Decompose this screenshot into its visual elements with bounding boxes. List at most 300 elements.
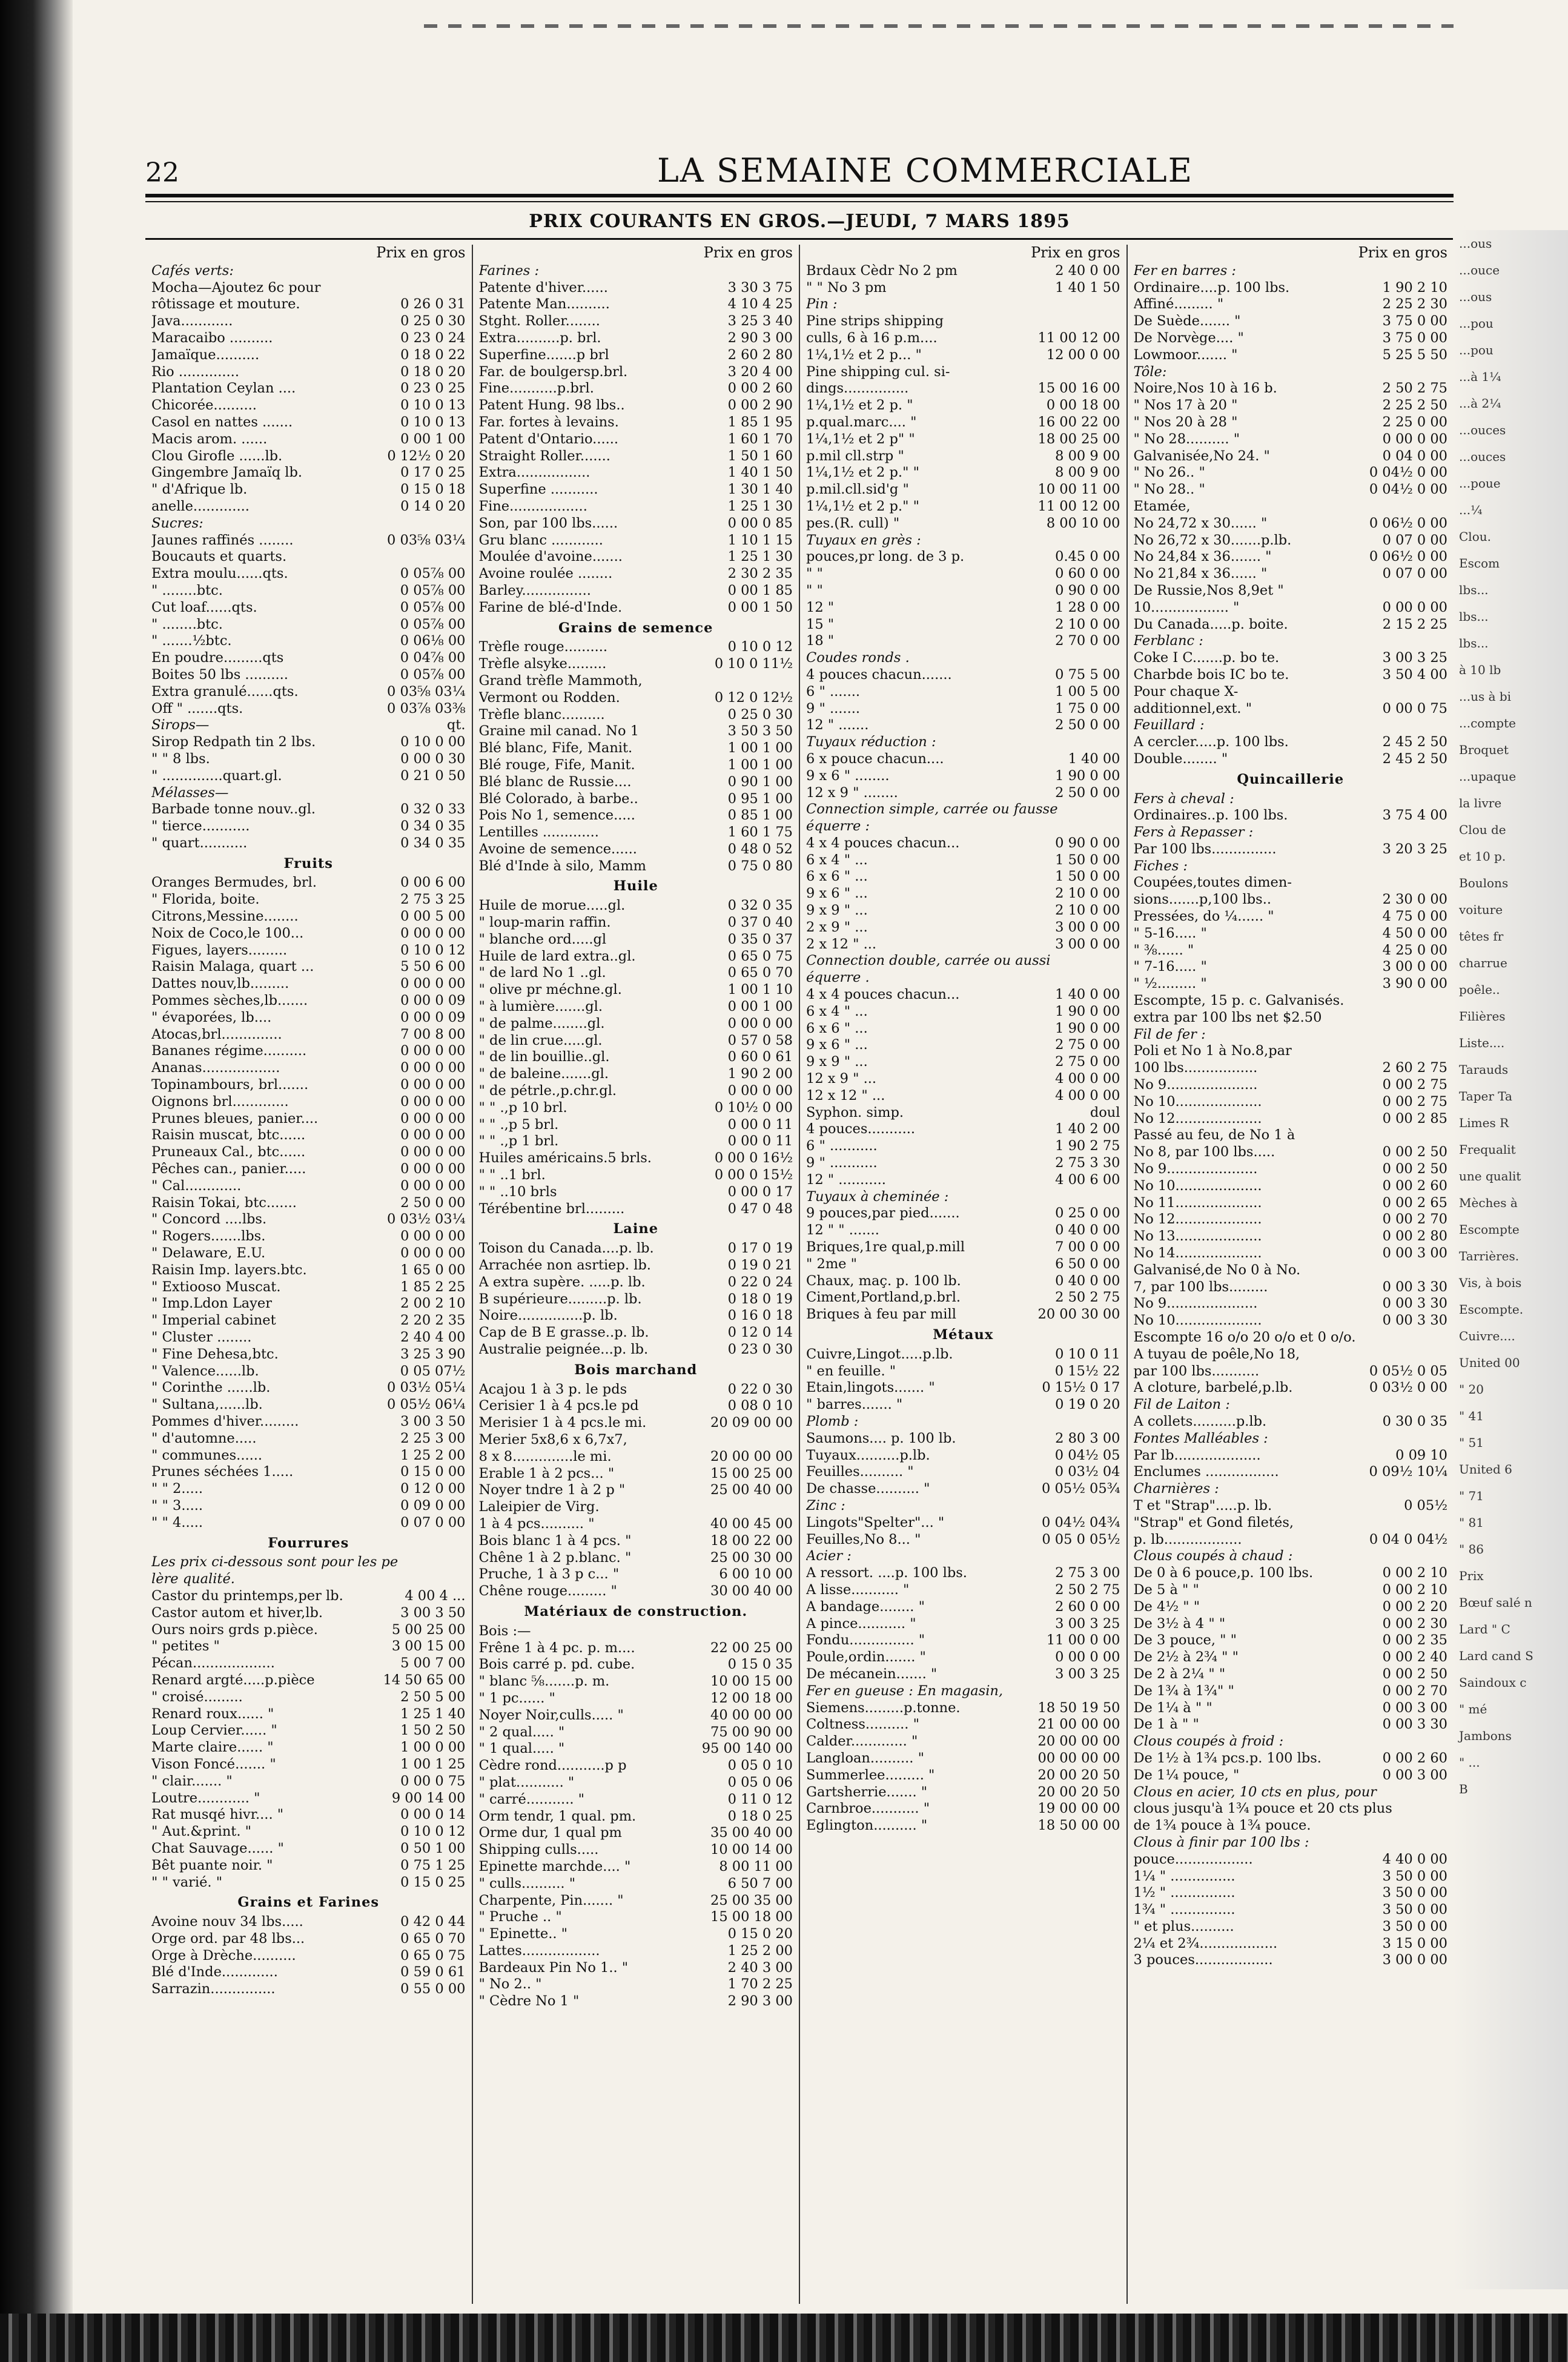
item-price: 0 00 0 00 — [400, 1144, 466, 1160]
price-row — [479, 465, 793, 481]
item-name: Passé au feu, de No 1 à — [1133, 1127, 1295, 1143]
item-name: Fers à Repasser : — [1133, 824, 1254, 841]
item-name: A collets..........p.lb. — [1133, 1413, 1267, 1429]
item-price: 1 40 1 50 — [1055, 279, 1120, 296]
price-row — [1134, 1818, 1448, 1834]
item-price: 0 03½ 05¼ — [387, 1380, 466, 1396]
item-price: 35 00 40 00 — [710, 1825, 793, 1841]
price-row — [151, 734, 466, 751]
price-row — [1134, 1801, 1448, 1818]
item-name: 1¼,1½ et 2 p. " — [806, 397, 913, 414]
margin-fragment: Lard cand S — [1459, 1649, 1533, 1663]
price-row — [151, 583, 466, 600]
item-price: 3 00 3 25 — [1055, 1615, 1120, 1632]
price-row — [151, 1380, 466, 1397]
item-price: 0 15 0 35 — [727, 1656, 793, 1673]
item-name: A lisse........... " — [806, 1581, 910, 1598]
price-row — [151, 768, 466, 785]
item-name: " Epinette.. " — [478, 1926, 568, 1942]
item-name: Boites 50 lbs .......... — [151, 666, 288, 683]
subheading — [479, 263, 793, 280]
item-name: Fer en barres : — [1133, 262, 1236, 279]
margin-fragment: Boulons — [1459, 876, 1509, 890]
price-row — [1134, 908, 1448, 925]
item-price: 10 00 15 00 — [710, 1673, 793, 1690]
item-name: Summerlee......... " — [806, 1767, 935, 1783]
item-price: 2 15 2 25 — [1382, 616, 1447, 632]
margin-fragment: United 6 — [1459, 1462, 1512, 1477]
subheading — [151, 263, 466, 280]
item-name: Pruneaux Cal., btc...... — [151, 1144, 306, 1160]
item-name: Brdaux Cèdr No 2 pm — [806, 262, 958, 279]
item-name: Loup Cervier...... " — [151, 1722, 277, 1739]
item-name: Blé rouge, Fife, Manit. — [478, 756, 635, 773]
item-name: " " 3..... — [151, 1497, 203, 1513]
item-price: 3 75 0 00 — [1382, 329, 1447, 346]
item-name: Ours noirs grds p.pièce. — [151, 1621, 318, 1638]
margin-fragment: Taper Ta — [1459, 1089, 1512, 1103]
price-row — [151, 1279, 466, 1296]
item-price: 4 00 0 00 — [1055, 1087, 1120, 1103]
item-name: Coke I C.......p. bo te. — [1133, 650, 1280, 666]
subheading — [1134, 717, 1448, 734]
item-price: 2 50 0 00 — [1055, 784, 1120, 801]
item-price: 0 40 0 00 — [1055, 1272, 1120, 1289]
item-name: Jaunes raffinés ........ — [151, 532, 294, 548]
item-price: 0 10 0 11 — [1055, 1346, 1120, 1362]
item-name: Oranges Bermudes, brl. — [151, 875, 317, 891]
item-name: Cuivre,Lingot.....p.lb. — [806, 1346, 953, 1362]
item-price: 4 00 6 00 — [1055, 1171, 1120, 1188]
item-price: 0 00 3 30 — [1382, 1295, 1447, 1312]
item-price: 0 32 0 33 — [400, 801, 466, 818]
price-row — [1134, 481, 1448, 498]
price-row — [151, 650, 466, 667]
price-row — [151, 397, 466, 414]
item-name: Far. de boulgersp.brl. — [478, 363, 628, 380]
item-name: " communes...... — [151, 1447, 263, 1463]
item-name: No 10.................... — [1133, 1093, 1262, 1110]
margin-fragment: United 00 — [1459, 1355, 1520, 1370]
subheading — [1134, 364, 1448, 381]
item-price: 0 05 07½ — [400, 1363, 466, 1379]
item-name: Noix de Coco,le 100... — [151, 925, 304, 941]
subheading — [806, 953, 1120, 970]
item-price: 25 00 40 00 — [710, 1482, 793, 1498]
price-row — [479, 1033, 793, 1050]
item-price: 20 00 30 00 — [1037, 1306, 1120, 1323]
item-name: 12 " ........... — [806, 1171, 886, 1188]
price-row — [479, 999, 793, 1016]
price-row — [479, 639, 793, 656]
price-row — [1134, 1532, 1448, 1549]
price-row — [1134, 347, 1448, 364]
item-price: 1 00 1 10 — [727, 982, 793, 998]
price-row — [1134, 431, 1448, 448]
item-price: 6 50 0 00 — [1055, 1255, 1120, 1272]
item-name: p.mil cll.strp " — [806, 448, 904, 464]
item-name: Lowmoor....... " — [1133, 346, 1238, 363]
item-price: 40 00 00 00 — [710, 1707, 793, 1723]
item-price: 3 50 3 50 — [727, 723, 793, 739]
item-name: Huile de morue.....gl. — [478, 898, 626, 914]
item-name: Laleipier de Virg. — [478, 1499, 600, 1515]
item-name: Patente Man.......... — [478, 296, 610, 313]
item-name: Far. fortes à levains. — [478, 414, 619, 430]
price-row — [806, 1289, 1120, 1306]
price-row — [1134, 1868, 1448, 1885]
item-name: " Extiooso Muscat. — [151, 1279, 281, 1295]
price-row — [151, 481, 466, 498]
item-price: 4 00 4 ... — [405, 1587, 466, 1604]
item-price: 0 00 0 16½ — [714, 1150, 793, 1166]
item-price: 0 05 0 05½ — [1042, 1531, 1120, 1547]
item-name: Enclumes ................. — [1133, 1464, 1279, 1480]
item-name: Bêt puante noir. " — [151, 1857, 273, 1873]
price-row — [1134, 330, 1448, 347]
subheading — [1134, 1548, 1448, 1565]
price-row — [806, 919, 1120, 936]
item-price: 0 00 1 85 — [727, 582, 793, 598]
item-name: Blé d'Inde à silo, Mamm — [478, 858, 647, 874]
price-row — [806, 1037, 1120, 1054]
item-name: Langloan.......... " — [806, 1750, 924, 1766]
subheading — [1134, 1834, 1448, 1851]
item-price: 0 00 2 20 — [1382, 1598, 1447, 1615]
price-row — [1134, 617, 1448, 634]
item-price: 0 00 2 75 — [1382, 1093, 1447, 1110]
margin-fragment: la livre — [1459, 796, 1502, 810]
item-price: 1 25 1 30 — [727, 498, 793, 514]
item-price: 0 00 3 30 — [1382, 1716, 1447, 1733]
item-price: 11 00 12 00 — [1037, 329, 1120, 346]
price-row — [479, 380, 793, 397]
item-name: " ⅜...... " — [1133, 942, 1194, 958]
price-row — [151, 448, 466, 465]
item-name: Fer en gueuse : En magasin, — [806, 1682, 1004, 1699]
price-row — [806, 1649, 1120, 1666]
item-name: Castor du printemps,per lb. — [151, 1587, 343, 1604]
price-row — [479, 1100, 793, 1117]
journal-title: LA SEMAINE COMMERCIALE — [657, 151, 1193, 190]
item-price: 1 30 1 40 — [727, 481, 793, 498]
price-row — [806, 617, 1120, 634]
price-row — [806, 397, 1120, 414]
margin-fragment: lbs... — [1459, 636, 1489, 650]
price-row — [806, 1464, 1120, 1481]
item-price: 1 60 1 70 — [727, 431, 793, 447]
item-name: 9 x 9 " ... — [806, 1054, 868, 1070]
item-price: 0 00 0 14 — [400, 1807, 466, 1823]
item-price: 0 03⅝ 03¼ — [387, 532, 466, 548]
item-price: 3 00 3 50 — [400, 1604, 466, 1621]
item-price: 0 15 0 25 — [400, 1874, 466, 1890]
item-price: 0 00 6 00 — [400, 875, 466, 891]
item-price: 1 70 2 25 — [727, 1976, 793, 1993]
price-row — [479, 1049, 793, 1066]
item-price: 0 00 0 00 — [400, 1110, 466, 1126]
item-name: " ..............quart.gl. — [151, 767, 282, 784]
price-row — [479, 1775, 793, 1791]
item-name: Australie peignée...p. lb. — [478, 1341, 649, 1357]
item-price: 0 10 0 00 — [400, 734, 466, 750]
item-name: Noire,Nos 10 à 16 b. — [1133, 380, 1277, 397]
margin-fragment: ...à 2¼ — [1459, 396, 1501, 411]
item-name: Poli et No 1 à No.8,par — [1133, 1043, 1292, 1059]
price-row — [1134, 1767, 1448, 1784]
item-name: Affiné......... " — [1133, 296, 1224, 313]
item-price: 2 40 0 00 — [1055, 262, 1120, 279]
item-price: 0 00 18 00 — [1046, 397, 1120, 414]
item-price: 0 00 2 75 — [1382, 1077, 1447, 1093]
price-row — [806, 347, 1120, 364]
item-name: " 1 qual..... " — [478, 1741, 565, 1757]
price-row — [1134, 1262, 1448, 1279]
item-name: Merier 5x8,6 x 6,7x7, — [478, 1431, 627, 1447]
price-row — [151, 1262, 466, 1279]
item-name: Pommes sèches,lb....... — [151, 993, 308, 1009]
item-name: Pine strips shipping — [806, 313, 944, 329]
item-price: 0 26 0 31 — [400, 296, 466, 313]
item-price: 0 00 0 00 — [400, 1077, 466, 1093]
item-price: 3 50 0 00 — [1382, 1868, 1447, 1884]
item-price: 0 23 0 24 — [400, 329, 466, 346]
margin-fragment: Mèches à — [1459, 1196, 1518, 1210]
price-row — [479, 515, 793, 532]
price-row — [151, 818, 466, 835]
price-row — [151, 1807, 466, 1824]
margin-fragment: têtes fr — [1459, 929, 1504, 944]
price-row — [151, 1414, 466, 1431]
item-price: 2 10 0 00 — [1055, 902, 1120, 919]
price-row — [806, 987, 1120, 1004]
item-price: 0 09½ 10¼ — [1369, 1464, 1447, 1480]
price-row — [479, 1533, 793, 1550]
item-price: 0 08 0 10 — [727, 1398, 793, 1414]
item-name: Trèfle alsyke......... — [478, 656, 607, 672]
price-row — [1134, 600, 1448, 617]
item-price: 0 07 0 00 — [1382, 532, 1447, 548]
item-price: 0 12½ 0 20 — [387, 448, 466, 464]
item-name: 15 " — [806, 616, 835, 632]
price-row — [806, 1599, 1120, 1616]
subheading — [806, 1189, 1120, 1206]
item-name: " évaporées, lb.... — [151, 1009, 272, 1025]
item-price: 0 19 0 20 — [1055, 1397, 1120, 1413]
item-name: 12 " " ....... — [806, 1222, 879, 1239]
item-name: Avoine de semence...... — [478, 841, 637, 857]
item-name: No 9..................... — [1133, 1161, 1258, 1177]
item-name: Blé Colorado, à barbe.. — [478, 790, 638, 807]
item-name: " No 28.......... " — [1133, 431, 1240, 447]
margin-fragment: à 10 lb — [1459, 663, 1501, 677]
margin-fragment: " 41 — [1459, 1409, 1484, 1423]
price-row — [1134, 650, 1448, 667]
item-name: Stght. Roller........ — [478, 313, 600, 329]
item-price: 0 12 0 14 — [727, 1325, 793, 1341]
price-row — [479, 1566, 793, 1583]
item-name: 1¼ " ............... — [1133, 1868, 1236, 1884]
price-row — [479, 757, 793, 774]
item-price: 9 00 14 00 — [391, 1790, 466, 1806]
price-row — [151, 380, 466, 397]
item-name: Mélasses— — [151, 784, 229, 801]
item-name: " Imperial cabinet — [151, 1312, 276, 1329]
price-row — [479, 313, 793, 330]
item-price: 5 50 6 00 — [400, 959, 466, 975]
item-name: De 1¼ pouce, " — [1133, 1767, 1240, 1783]
item-name: sions.......p,100 lbs.. — [1133, 892, 1271, 908]
price-row — [479, 1381, 793, 1398]
item-name: Patent Hung. 98 lbs.. — [478, 397, 625, 414]
price-row — [1134, 807, 1448, 824]
item-name: Raisin Tokai, btc....... — [151, 1194, 297, 1211]
price-row — [479, 1308, 793, 1325]
section-heading — [151, 1891, 466, 1914]
price-row — [806, 1582, 1120, 1599]
item-price: 0 05½ 06¼ — [387, 1397, 466, 1413]
item-price: 0 05 0 06 — [727, 1774, 793, 1790]
item-price: 4 25 0 00 — [1382, 942, 1447, 958]
item-name: A cloture, barbelé,p.lb. — [1133, 1380, 1293, 1396]
item-price: 00 00 00 00 — [1037, 1750, 1120, 1766]
item-price: 0 00 2 70 — [1382, 1682, 1447, 1699]
item-price: 2 00 2 10 — [400, 1295, 466, 1312]
price-row — [1134, 414, 1448, 431]
item-name: Noyer Noir,culls..... " — [478, 1707, 624, 1723]
item-price: 0 00 0 00 — [727, 1083, 793, 1099]
item-name: Oignons brl............. — [151, 1093, 289, 1110]
price-row — [1134, 841, 1448, 858]
price-row — [479, 1257, 793, 1274]
price-row — [479, 824, 793, 841]
item-price: 0 00 0 00 — [400, 1177, 466, 1194]
price-row — [151, 1144, 466, 1161]
price-row — [806, 1121, 1120, 1138]
margin-fragment: ...ouces — [1459, 423, 1506, 437]
item-price: 0 10 0 11½ — [714, 656, 793, 672]
price-row — [806, 1700, 1120, 1717]
item-name: " .......½btc. — [151, 633, 232, 649]
margin-fragment: Tarrières. — [1459, 1249, 1520, 1263]
price-row — [1134, 734, 1448, 751]
item-name: Topinambours, brl....... — [151, 1077, 309, 1093]
item-name: 2¼ et 2¾.................. — [1133, 1935, 1278, 1951]
margin-fragment: Escompte — [1459, 1222, 1520, 1237]
price-row — [806, 1481, 1120, 1498]
price-row — [151, 1363, 466, 1380]
item-name: Moulée d'avoine....... — [478, 549, 623, 565]
price-row — [1134, 532, 1448, 549]
item-name: " " No 3 pm — [806, 279, 887, 296]
item-price: 4 75 0 00 — [1382, 908, 1447, 925]
price-column-2 — [473, 245, 801, 2304]
item-price: 2 25 3 00 — [400, 1430, 466, 1446]
price-row — [806, 1733, 1120, 1750]
item-price: 95 00 140 00 — [701, 1741, 793, 1757]
item-name: Ciment,Portland,p.brl. — [806, 1289, 961, 1306]
item-name: Lattes.................. — [478, 1942, 600, 1959]
price-row — [479, 1240, 793, 1257]
price-row — [1134, 1952, 1448, 1969]
item-price: 0 12 0 12½ — [714, 689, 793, 706]
item-price: 0 00 1 50 — [727, 599, 793, 615]
price-row — [151, 1515, 466, 1532]
item-name: 9 pouces,par pied....... — [806, 1205, 960, 1222]
price-row — [151, 925, 466, 942]
item-price: 0 00 2 10 — [1382, 1565, 1447, 1581]
price-row — [806, 852, 1120, 869]
scan-bottom-edge — [0, 2314, 1568, 2362]
margin-fragment: Tarauds — [1459, 1062, 1509, 1077]
item-price: 1 25 2 00 — [727, 1942, 793, 1959]
item-name: Bois blanc 1 à 4 pcs. " — [478, 1532, 632, 1549]
item-price: 2 60 0 00 — [1055, 1598, 1120, 1615]
item-name: " d'automne..... — [151, 1430, 257, 1446]
margin-fragment: Clou. — [1459, 529, 1491, 544]
item-price: 0 00 0 00 — [400, 925, 466, 941]
price-row — [1134, 1565, 1448, 1582]
price-row — [151, 633, 466, 650]
item-price: 0 04½ 04¾ — [1042, 1514, 1120, 1530]
item-name: " loup-marin raffin. — [478, 915, 611, 931]
price-row — [806, 1071, 1120, 1088]
item-name: Cèdre rond...........p p — [478, 1758, 627, 1774]
margin-fragment: et 10 p. — [1459, 849, 1506, 864]
item-name: Raisin Imp. layers.btc. — [151, 1262, 307, 1278]
item-price: 14 50 65 00 — [383, 1672, 466, 1688]
margin-fragment: ...à 1¼ — [1459, 369, 1501, 384]
price-row — [1134, 1498, 1448, 1515]
price-row — [1134, 397, 1448, 414]
item-name: Avoine roulée ........ — [478, 566, 613, 582]
price-row — [151, 1858, 466, 1874]
price-row — [151, 1706, 466, 1723]
price-row — [479, 1808, 793, 1825]
item-name: 9 " ........... — [806, 1155, 878, 1171]
item-name: 2 x 12 " ... — [806, 936, 877, 952]
item-name: " plat........... " — [478, 1774, 575, 1790]
price-row — [806, 313, 1120, 330]
item-price: 0 15 0 20 — [727, 1926, 793, 1942]
item-name: Raisin Malaga, quart ... — [151, 959, 314, 975]
item-name: Fine...........p.brl. — [478, 380, 594, 397]
item-price: 0 06½ 0 00 — [1369, 549, 1447, 565]
newspaper-page — [145, 151, 1454, 2307]
price-row — [151, 1874, 466, 1891]
item-name: Prunes séchées 1..... — [151, 1464, 294, 1480]
price-row — [479, 1482, 793, 1499]
item-price: 0 18 0 20 — [400, 363, 466, 380]
price-row — [806, 600, 1120, 617]
item-name: De 3½ à 4 " " — [1133, 1615, 1226, 1632]
margin-fragment: " 81 — [1459, 1515, 1484, 1530]
item-price: 1 40 2 00 — [1055, 1121, 1120, 1137]
item-price: 22 00 25 00 — [710, 1639, 793, 1656]
item-price: 0 07 0 00 — [1382, 566, 1447, 582]
price-row — [479, 1167, 793, 1184]
item-price: 4 50 0 00 — [1382, 925, 1447, 941]
item-name: No 13.................... — [1133, 1228, 1262, 1245]
item-name: Macis arom. ...... — [151, 431, 268, 447]
item-name: Coltness.......... " — [806, 1716, 919, 1733]
price-row — [806, 566, 1120, 583]
price-row — [151, 1195, 466, 1212]
item-price: 16 00 22 00 — [1037, 414, 1120, 430]
item-price: 0 05⅞ 00 — [400, 582, 466, 598]
item-price: 0 57 0 58 — [727, 1032, 793, 1048]
price-row — [806, 1666, 1120, 1683]
